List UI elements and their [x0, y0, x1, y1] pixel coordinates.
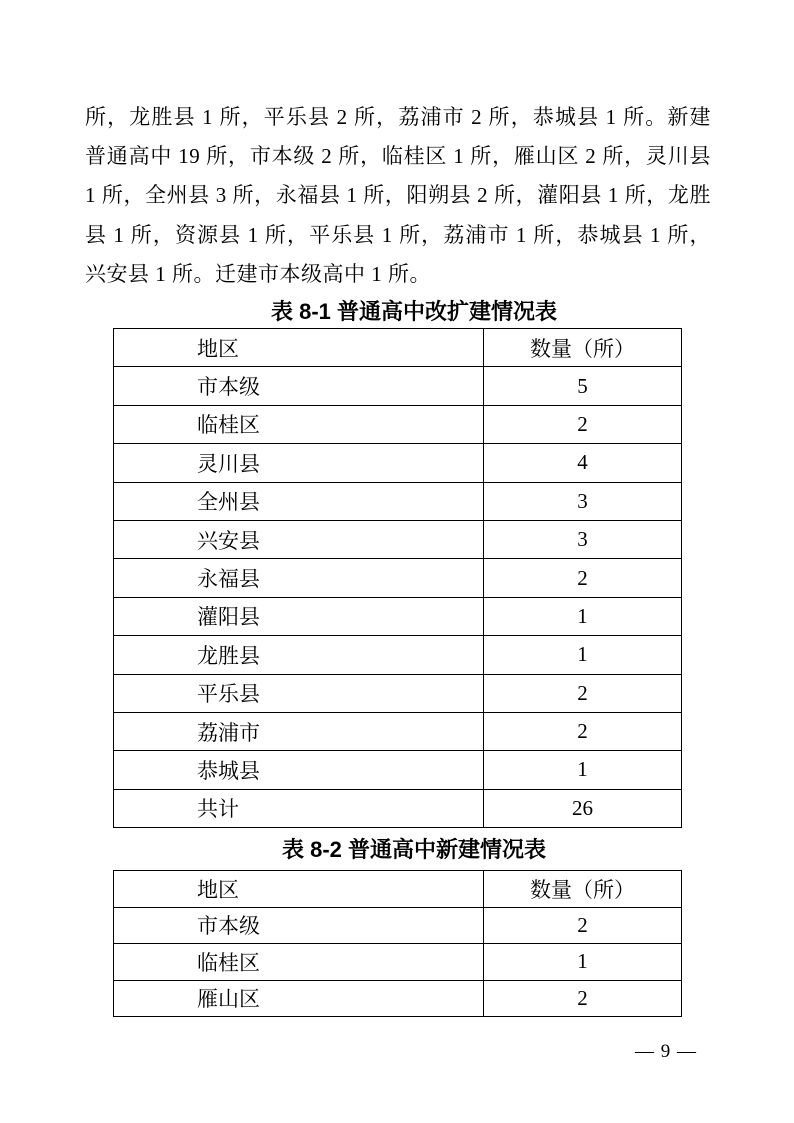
table1-renovation-expansion: [113, 328, 682, 828]
table-header-row: [114, 329, 682, 367]
count-cell: 5: [484, 367, 682, 405]
table-row: [114, 367, 682, 405]
table2-title: 表 8-2 普通高中新建情况表: [281, 837, 547, 862]
table-row: [114, 520, 682, 558]
region-cell: 市本级: [114, 907, 484, 944]
region-cell: 兴安县: [114, 520, 484, 558]
table-row: [114, 751, 682, 789]
table-row: [114, 712, 682, 750]
table-row: [114, 907, 682, 944]
column-header-count: 数量（所）: [484, 871, 682, 908]
region-cell: 永福县: [114, 559, 484, 597]
count-cell: 2: [484, 712, 682, 750]
table-header-row: [114, 871, 682, 908]
count-cell: 2: [484, 980, 682, 1017]
table-row: [114, 636, 682, 674]
count-cell: 3: [484, 520, 682, 558]
count-cell: 3: [484, 482, 682, 520]
region-cell: 全州县: [114, 482, 484, 520]
region-cell: 荔浦市: [114, 712, 484, 750]
table-row: [114, 444, 682, 482]
count-cell: 2: [484, 405, 682, 443]
region-cell: 恭城县: [114, 751, 484, 789]
table-row: [114, 944, 682, 981]
page-number: — 9 —: [635, 1041, 697, 1062]
region-cell: 龙胜县: [114, 636, 484, 674]
region-cell: 雁山区: [114, 980, 484, 1017]
count-cell: 1: [484, 751, 682, 789]
table-row: [114, 482, 682, 520]
table-row: [114, 597, 682, 635]
region-cell: 临桂区: [114, 944, 484, 981]
table-total-row: [114, 789, 682, 827]
table2-new-construction: [113, 870, 682, 1017]
count-cell: 2: [484, 674, 682, 712]
paragraph-line: 普通高中 19 所，市本级 2 所，临桂区 1 所，雁山区 2 所，灵川县: [85, 144, 711, 169]
count-cell: 26: [484, 789, 682, 827]
count-cell: 4: [484, 444, 682, 482]
table-row: [114, 980, 682, 1017]
paragraph-line: 所，龙胜县 1 所，平乐县 2 所，荔浦市 2 所，恭城县 1 所。新建: [85, 105, 711, 129]
region-cell: 市本级: [114, 367, 484, 405]
paragraph-line: 县 1 所，资源县 1 所，平乐县 1 所，荔浦市 1 所，恭城县 1 所，: [85, 222, 711, 247]
body-paragraph: [85, 98, 711, 294]
region-cell: 灌阳县: [114, 597, 484, 635]
table1-title: 表 8-1 普通高中改扩建情况表: [270, 299, 558, 324]
count-cell: 1: [484, 636, 682, 674]
count-cell: 1: [484, 597, 682, 635]
table-row: [114, 405, 682, 443]
count-cell: 2: [484, 559, 682, 597]
region-cell: 共计: [114, 789, 484, 827]
table-row: [114, 559, 682, 597]
count-cell: 1: [484, 944, 682, 981]
column-header-region: 地区: [114, 871, 484, 908]
paragraph-line: 兴安县 1 所。迁建市本级高中 1 所。: [85, 261, 431, 286]
column-header-count: 数量（所）: [484, 329, 682, 367]
region-cell: 灵川县: [114, 444, 484, 482]
count-cell: 2: [484, 907, 682, 944]
region-cell: 平乐县: [114, 674, 484, 712]
paragraph-line: 1 所，全州县 3 所，永福县 1 所，阳朔县 2 所，灌阳县 1 所，龙胜: [85, 183, 711, 208]
region-cell: 临桂区: [114, 405, 484, 443]
column-header-region: 地区: [114, 329, 484, 367]
table-row: [114, 674, 682, 712]
